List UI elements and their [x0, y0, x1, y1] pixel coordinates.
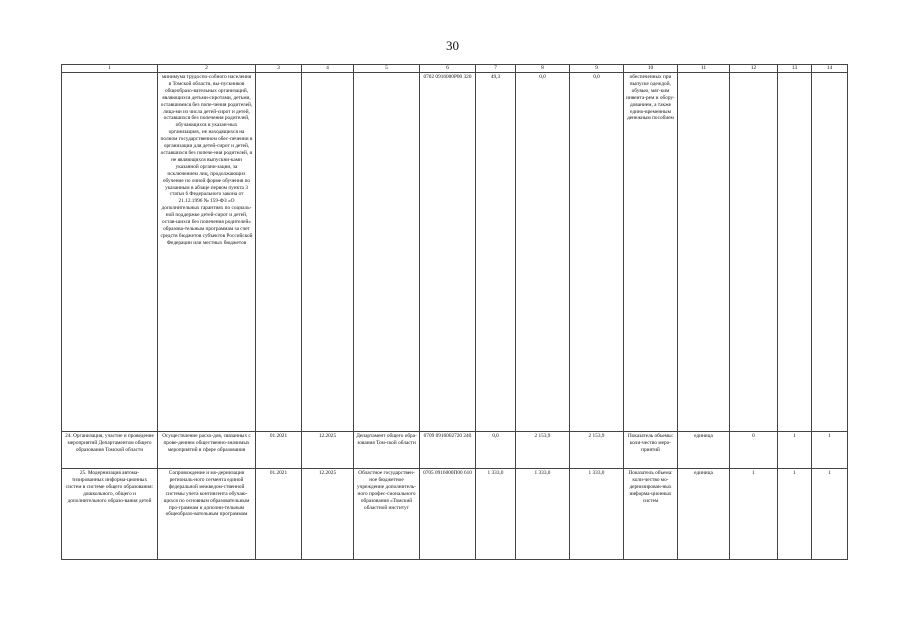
budget-code-cell: 0705 0916000П00 610	[420, 469, 476, 560]
executor-cell: Департамент общего обра-зования Том-ской области	[354, 432, 420, 469]
column-header: 12	[730, 65, 778, 73]
column-header: 11	[678, 65, 730, 73]
table-row	[62, 73, 848, 432]
column-header: 14	[812, 65, 848, 73]
page-number: 30	[446, 38, 459, 53]
activity-name-cell	[62, 73, 158, 432]
indicator-cell: обеспеченных при выпуске одеждой, обувью, мяг-ким инвента-рем и обору-дованием, а также едино-временным денежным пособием	[624, 73, 678, 432]
activity-name-cell: 24. Организация, участие и проведение мероприятий Департаментом общего образования Томской области	[62, 432, 158, 469]
value-cell	[812, 73, 848, 432]
activity-description-cell: Осуществление расхо-дов, связанных с прове-дением общественно-значимых мероприятий в сфере образования	[158, 432, 256, 469]
amount-cell: 1 333,0	[570, 469, 624, 560]
table-row	[62, 432, 848, 469]
amount-cell: 2 153,9	[570, 432, 624, 469]
unit-cell: единица	[678, 432, 730, 469]
budget-code-cell: 0709 0916002720 240	[420, 432, 476, 469]
indicator-cell: Показатель объема: коли-чество мо-дернизирован-ных информа-ционных систем	[624, 469, 678, 560]
start-date-cell: 01.2021	[256, 469, 302, 560]
activity-name-cell: 25. Модернизация автома-тизированных информа-ционных систем в системе общего образования: дошкольного, общего и дополнительного образо-вания детей	[62, 469, 158, 560]
value-cell: 1	[730, 469, 778, 560]
end-date-cell	[302, 73, 354, 432]
amount-cell: 49,3	[476, 73, 516, 432]
activity-description-cell: минимума трудоспо-собного населения в Томской области, вы-пускников общеобразо-вательных организаций, являющихся детьми-сиротами, детьми, оставшимися без попе-чения родителей, лица-ми из числа детей-сирот и детей, оставшихся без попечения родителей, обучающихся в указан-ных организациях, не находящихся на полном государственном обес-печении в организации для детей-сирот и детей, оставшихся без попече-ния родителей, и не являющихся выпускни-ками указанной органи-зации, за исключением лиц, продолжающих обучение по очной форме обучения по указанным в абзаце первом пункта 3 статьи 6 Федерального закона от 21.12.1996 № 159-ФЗ «О дополнительных гарантиях по социаль-ной поддержке детей-сирот и детей, остав-шихся без попечения родителей» образова-тельным программам за счет средств бюджетов субъектов Российской Федерации или местных бюджетов	[158, 73, 256, 432]
column-header: 9	[570, 65, 624, 73]
column-header: 5	[354, 65, 420, 73]
column-number-header-row	[62, 65, 848, 73]
column-header: 3	[256, 65, 302, 73]
start-date-cell	[256, 73, 302, 432]
indicator-cell: Показатель объемы: коли-чество меро-приятий	[624, 432, 678, 469]
column-header: 13	[778, 65, 812, 73]
amount-cell: 0,0	[570, 73, 624, 432]
table-row	[62, 469, 848, 560]
program-activities-table	[61, 64, 848, 560]
value-cell: 1	[778, 469, 812, 560]
column-header: 1	[62, 65, 158, 73]
value-cell: 1	[812, 432, 848, 469]
end-date-cell: 12.2025	[302, 469, 354, 560]
value-cell: 1	[812, 469, 848, 560]
start-date-cell: 01.2021	[256, 432, 302, 469]
value-cell: 0	[730, 432, 778, 469]
column-header: 6	[420, 65, 476, 73]
amount-cell: 2 153,9	[516, 432, 570, 469]
value-cell: 1	[778, 432, 812, 469]
value-cell	[730, 73, 778, 432]
executor-cell: Областное государствен-ное бюджетное учреждение дополнитель-ного профес-сионального образования «Томский областной институт	[354, 469, 420, 560]
budget-code-cell: 0702 0916000Р00 320	[420, 73, 476, 432]
column-header: 2	[158, 65, 256, 73]
amount-cell: 0,0	[476, 432, 516, 469]
executor-cell	[354, 73, 420, 432]
unit-cell: единица	[678, 469, 730, 560]
value-cell	[778, 73, 812, 432]
column-header: 8	[516, 65, 570, 73]
unit-cell	[678, 73, 730, 432]
amount-cell: 1 333,0	[476, 469, 516, 560]
amount-cell: 0,0	[516, 73, 570, 432]
amount-cell: 1 333,0	[516, 469, 570, 560]
activity-description-cell: Сопровождение и мо-дернизация региональ-ного сегмента единой федеральной межведом-ственной системы учета контингента обучаю-щихся по основным образовательным про-граммам и дополни-тельным общеобразо-вательным программам	[158, 469, 256, 560]
end-date-cell: 12.2025	[302, 432, 354, 469]
column-header: 7	[476, 65, 516, 73]
column-header: 10	[624, 65, 678, 73]
column-header: 4	[302, 65, 354, 73]
